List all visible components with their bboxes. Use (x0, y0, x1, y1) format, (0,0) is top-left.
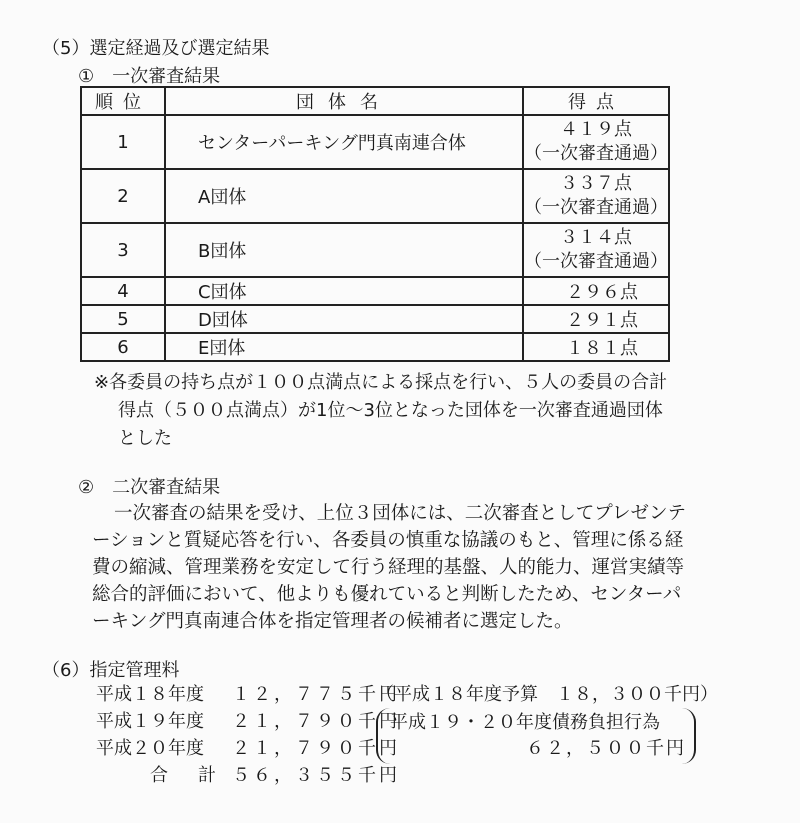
header-rank: 順位 (81, 87, 165, 115)
rank-cell: 1 (81, 115, 165, 169)
fee-total-amount: ５６，３５５千円 (232, 765, 400, 786)
header-score: 得点 (523, 87, 669, 115)
org-name-cell: B団体 (165, 223, 523, 277)
debt-note-line-1: 平成１９・２０年度債務負担行為 (390, 712, 660, 733)
fee-year-h20: 平成２０年度 (96, 738, 204, 759)
paragraph-line: ーションと質疑応答を行い、各委員の慎重な協議のもと、管理に係る経 (92, 530, 684, 551)
budget-note: （平成１８年度予算 １８，３００千円） (376, 684, 718, 705)
first-review-table (80, 86, 670, 362)
fee-amount-h18: １２，７７５千円 (232, 684, 400, 705)
score-value: ３３７点 (560, 173, 632, 194)
org-name-cell: A団体 (165, 169, 523, 223)
score-cell (523, 223, 669, 277)
table-row (81, 169, 669, 223)
org-name-cell: C団体 (165, 277, 523, 305)
org-name-cell: センターパーキング門真南連合体 (165, 115, 523, 169)
table-row (81, 115, 669, 169)
paragraph-line: ーキング門真南連合体を指定管理者の候補者に選定した。 (92, 611, 573, 632)
fee-amount-h19: ２１，７９０千円 (232, 711, 400, 732)
score-cell (523, 169, 669, 223)
fee-amount-h20: ２１，７９０千円 (232, 738, 400, 759)
table-note-line-3: とした (118, 428, 172, 449)
rank-cell: 6 (81, 333, 165, 361)
score-cell (523, 115, 669, 169)
score-cell: ２９１点 (523, 305, 669, 333)
second-review-paragraph (92, 500, 732, 635)
score-cell: １８１点 (523, 333, 669, 361)
rank-cell: 2 (81, 169, 165, 223)
score-note: （一次審査通過） (524, 197, 668, 218)
paragraph-line: 一次審査の結果を受け、上位３団体には、二次審査としてプレゼンテ (114, 503, 687, 524)
table-row (81, 305, 669, 333)
rank-cell: 5 (81, 305, 165, 333)
fee-year-h18: 平成１８年度 (96, 684, 204, 705)
score-value: ４１９点 (560, 119, 632, 140)
org-name-cell: E団体 (165, 333, 523, 361)
paragraph-line: 費の縮減、管理業務を安定して行う経理的基盤、人的能力、運営実績等 (92, 557, 685, 578)
table-row (81, 223, 669, 277)
table-header-row (81, 87, 669, 115)
rank-cell: 3 (81, 223, 165, 277)
fee-year-h19: 平成１９年度 (96, 711, 204, 732)
table-note-line-1: ※各委員の持ち点が１００点満点による採点を行い、５人の委員の合計 (94, 372, 668, 393)
section6-heading: （6）指定管理料 (42, 660, 180, 681)
rank-cell: 4 (81, 277, 165, 305)
score-note: （一次審査通過） (524, 143, 668, 164)
section5-heading: （5）選定経過及び選定結果 (42, 38, 270, 59)
first-review-heading: ① 一次審査結果 (78, 66, 221, 87)
table-note-line-2: 得点（５００点満点）が1位〜3位となった団体を一次審査通過団体 (118, 400, 663, 421)
score-value: ３１４点 (560, 227, 632, 248)
paragraph-line: 総合的評価において、他よりも優れていると判断したため、センターパ (92, 584, 682, 605)
fee-total-label: 合 計 (150, 765, 222, 786)
header-name: 団体名 (165, 87, 523, 115)
table-row (81, 277, 669, 305)
score-note: （一次審査通過） (524, 251, 668, 272)
debt-note-line-2: ６２，５００千円 (526, 738, 686, 759)
second-review-heading: ② 二次審査結果 (78, 477, 221, 498)
org-name-cell: D団体 (165, 305, 523, 333)
table-row (81, 333, 669, 361)
score-cell: ２９６点 (523, 277, 669, 305)
